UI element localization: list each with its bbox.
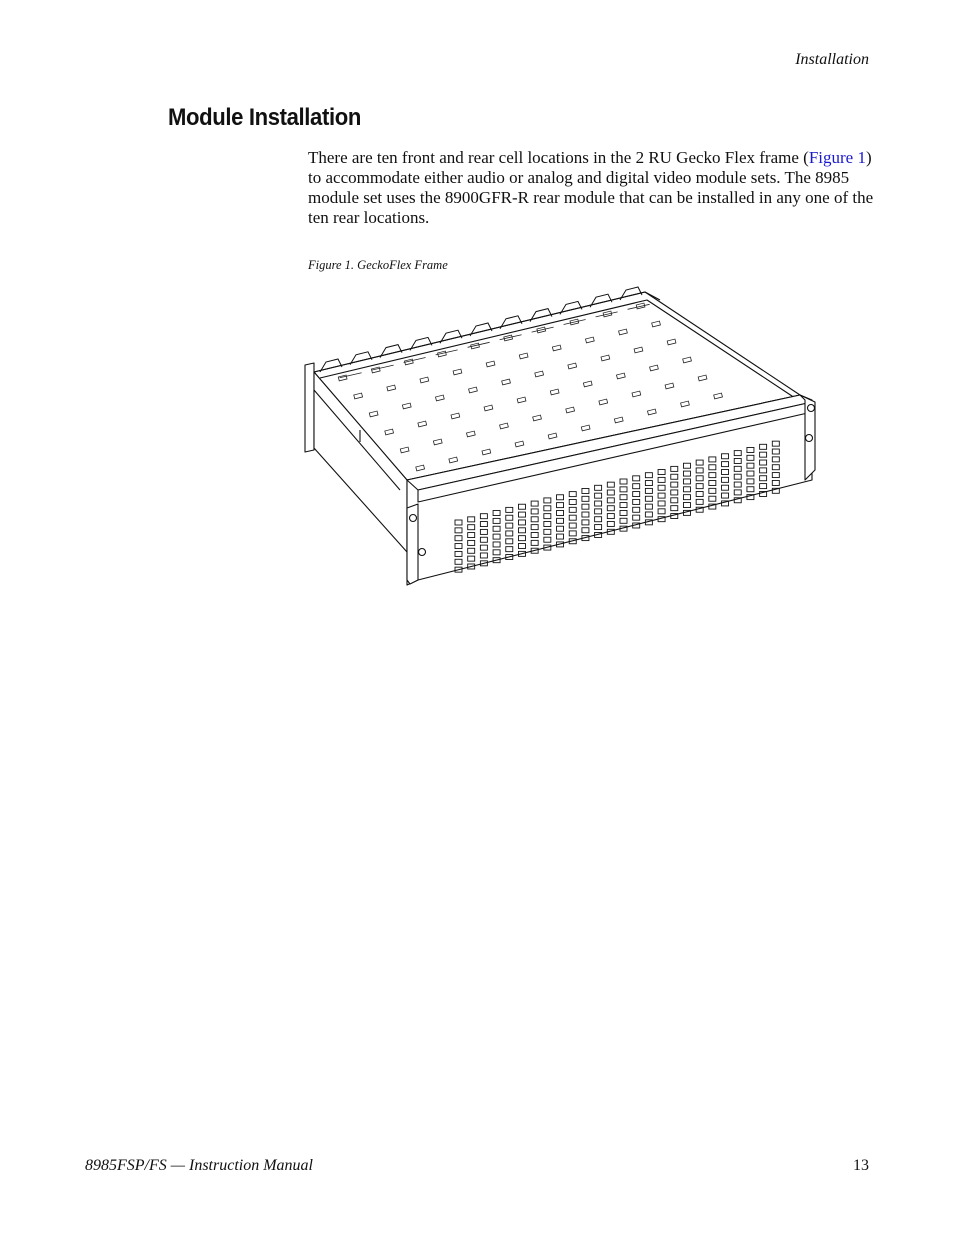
geckoflex-frame-drawing xyxy=(300,280,825,592)
geckoflex-frame-figure xyxy=(300,280,825,592)
body-text-start: There are ten front and rear cell locations in the 2 RU Gecko Flex frame ( xyxy=(308,148,809,167)
footer-manual-title: 8985FSP/FS — Instruction Manual xyxy=(85,1157,313,1174)
figure-1-link[interactable]: Figure 1 xyxy=(808,148,866,167)
figure-caption: Figure 1. GeckoFlex Frame xyxy=(308,258,448,272)
section-title: Module Installation xyxy=(168,104,361,131)
body-paragraph xyxy=(308,148,874,228)
footer-page-number: 13 xyxy=(853,1157,869,1174)
running-head: Installation xyxy=(795,51,869,68)
body-text-end: ) to accommodate either audio or analog and digital video module sets. The 8985 module set uses the 8900GFR-R rear module that can be installed in any one of the ten rear locations. xyxy=(308,148,874,227)
